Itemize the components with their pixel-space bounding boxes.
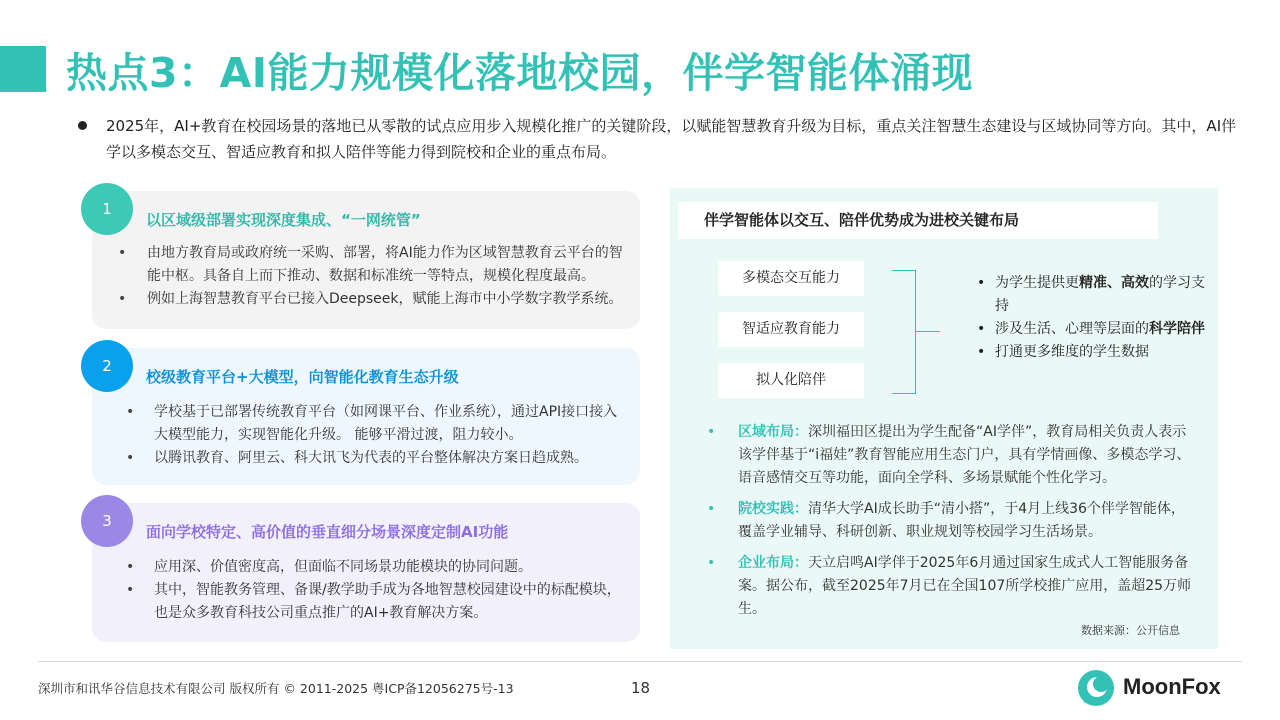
case-list bbox=[706, 421, 1196, 629]
page-title: 热点3：AI能力规模化落地校园，伴学智能体涌现 bbox=[66, 49, 974, 97]
intro-paragraph bbox=[78, 113, 1238, 165]
card-number-badge: 1 bbox=[81, 183, 133, 235]
case-item bbox=[706, 498, 1196, 544]
card-number-badge: 2 bbox=[81, 340, 133, 392]
bracket-stem bbox=[916, 331, 940, 332]
intro-text: 2025年，AI+教育在校园场景的落地已从零散的试点应用步入规模化推广的关键阶段，以赋能智慧教育升级为目标，重点关注智慧生态建设与区域协同等方向。其中，AI伴学以多模态交互、智适应教育和拟人陪伴等能力得到院校和企业的重点布局。 bbox=[106, 117, 1237, 161]
title-accent-bar bbox=[0, 46, 46, 92]
card-bullet: • 以腾讯教育、阿里云、科大讯飞为代表的平台整体解决方案日趋成熟。 bbox=[114, 447, 624, 470]
card-title: 面向学校特定、高价值的垂直细分场景深度定制AI功能 bbox=[146, 523, 509, 541]
benefit-list bbox=[973, 272, 1213, 364]
card-bullet-list bbox=[114, 401, 624, 470]
card-number-badge: 3 bbox=[81, 495, 133, 547]
case-tag: 区域布局： bbox=[738, 424, 808, 440]
card-bullet: • 应用深、价值密度高，但面临不同场景功能模块的协同问题。 bbox=[114, 556, 624, 579]
panel-title: 伴学智能体以交互、陪伴优势成为进校关键布局 bbox=[678, 202, 1158, 239]
page-number: 18 bbox=[631, 679, 651, 697]
card-bullet: • 由地方教育局或政府统一采购、部署，将AI能力作为区域智慧教育云平台的智能中枢。具备自上而下推动、数据和标准统一等特点，规模化程度最高。 bbox=[114, 242, 624, 288]
benefit-item: • 为学生提供更精准、高效的学习支持 bbox=[973, 272, 1213, 318]
strategy-card-2 bbox=[92, 348, 640, 485]
card-bullet-list bbox=[114, 242, 624, 311]
copyright-text: 深圳市和讯华谷信息技术有限公司 版权所有 © 2011-2025 粤ICP备12056275号-13 bbox=[38, 681, 514, 696]
benefit-item: • 打通更多维度的学生数据 bbox=[973, 341, 1213, 364]
moonfox-logo-icon bbox=[1077, 669, 1115, 707]
bullet-dot bbox=[78, 121, 87, 130]
card-title: 校级教育平台+大模型，向智能化教育生态升级 bbox=[146, 368, 459, 386]
card-bullet-list bbox=[114, 556, 624, 625]
bracket-connector bbox=[892, 270, 916, 394]
case-text: 深圳福田区提出为学生配备“AI学伴”，教育局相关负责人表示该学伴基于“i福娃”教育智能应用生态门户，具有学情画像、多模态学习、语音感情交互等功能，面向全学科、多场景赋能个性化学习。 bbox=[738, 424, 1191, 486]
capability-box: 智适应教育能力 bbox=[718, 312, 864, 347]
moonfox-logo bbox=[1077, 667, 1242, 709]
card-title: 以区域级部署实现深度集成、“一网统管” bbox=[146, 211, 421, 229]
case-item bbox=[706, 552, 1196, 621]
card-bullet: • 例如上海智慧教育平台已接入Deepseek，赋能上海市中小学数字教学系统。 bbox=[114, 288, 624, 311]
case-text: 清华大学AI成长助手“清小搭”，于4月上线36个伴学智能体，覆盖学业辅导、科研创新、职业规划等校园学习生活场景。 bbox=[738, 501, 1185, 540]
footer-divider bbox=[38, 661, 1242, 662]
logo-wordmark: MoonFox bbox=[1123, 674, 1221, 699]
case-text: 天立启鸣AI学伴于2025年6月通过国家生成式人工智能服务备案。据公布，截至2025年7月已在全国107所学校推广应用，盖超25万师生。 bbox=[738, 555, 1192, 617]
benefit-item: • 涉及生活、心理等层面的科学陪伴 bbox=[973, 318, 1213, 341]
card-bullet: • 学校基于已部署传统教育平台（如网课平台、作业系统），通过API接口接入大模型能力，实现智能化升级。 能够平滑过渡，阻力较小。 bbox=[114, 401, 624, 447]
card-bullet: • 其中，智能教务管理、备课/教学助手成为各地智慧校园建设中的标配模块，也是众多教育科技公司重点推广的AI+教育解决方案。 bbox=[114, 579, 624, 625]
strategy-card-1 bbox=[92, 191, 640, 329]
capability-box: 拟人化陪伴 bbox=[718, 363, 864, 398]
case-tag: 企业布局： bbox=[738, 555, 808, 571]
strategy-card-3 bbox=[92, 503, 640, 642]
ai-companion-panel bbox=[670, 188, 1218, 649]
capability-box: 多模态交互能力 bbox=[718, 261, 864, 296]
case-item bbox=[706, 421, 1196, 490]
case-tag: 院校实践： bbox=[738, 501, 808, 517]
data-source: 数据来源：公开信息 bbox=[1081, 624, 1180, 637]
